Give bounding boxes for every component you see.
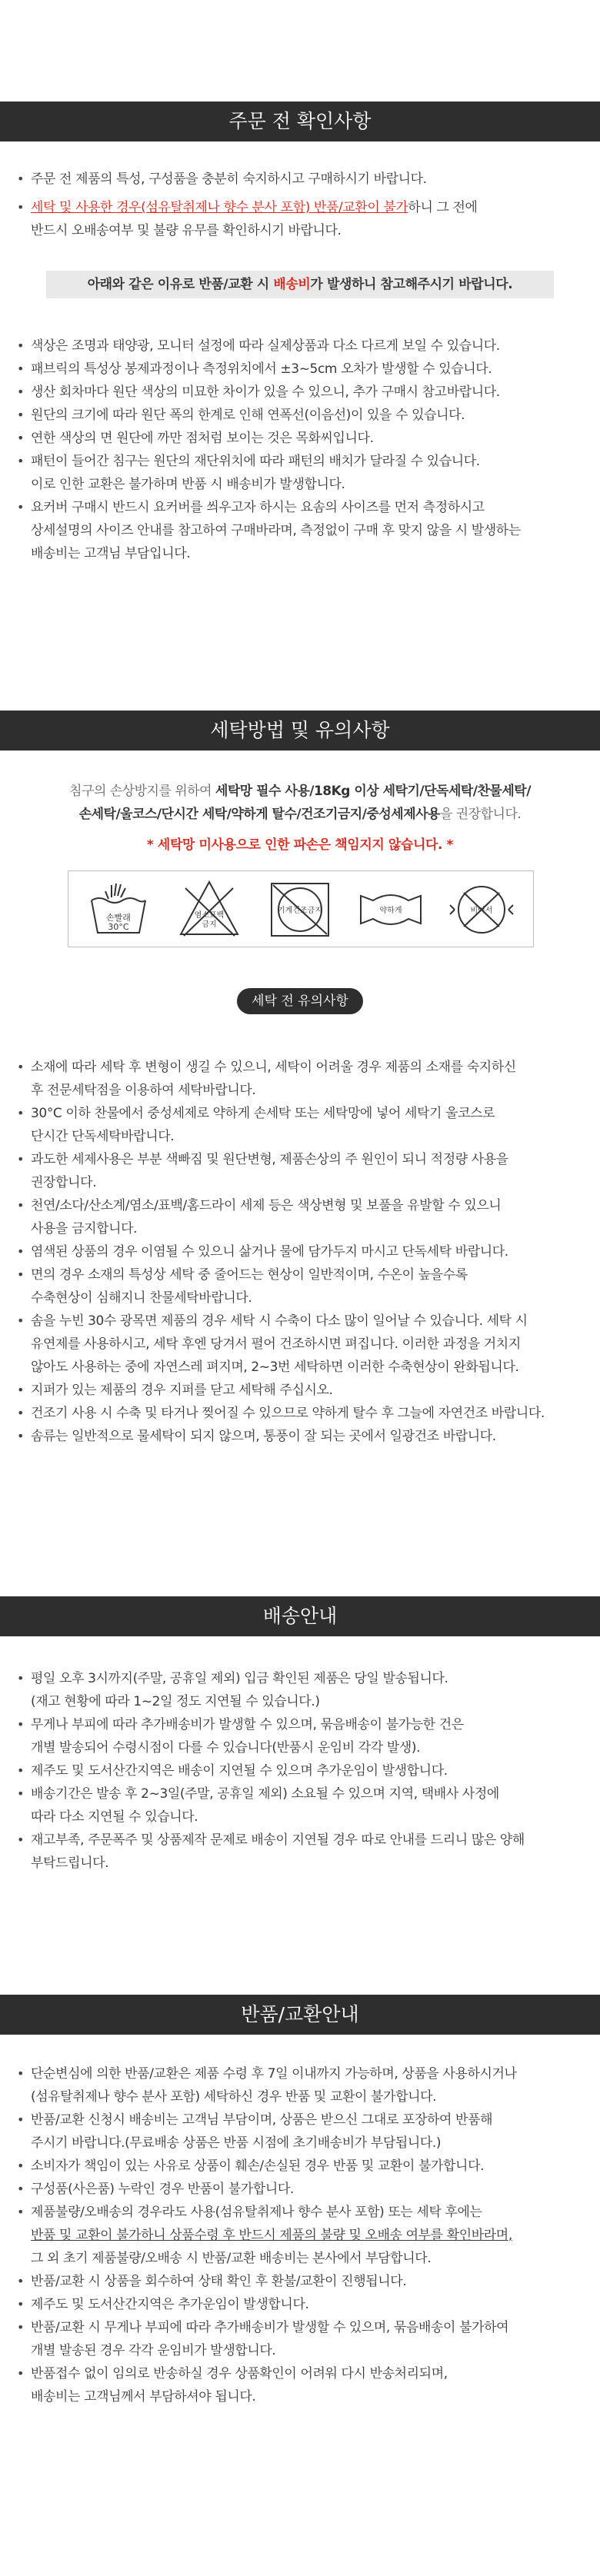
list-item (12, 496, 589, 565)
list-line: 이로 인한 교환은 불가하며 반품 시 배송비가 발생합니다. (31, 477, 345, 492)
list-line: 수축현상이 심해지니 찬물세탁바랍니다. (31, 1290, 252, 1306)
list-item (12, 2293, 589, 2316)
list-line: 사용을 금지합니다. (31, 1221, 138, 1236)
list-item (12, 2316, 589, 2362)
list-item (12, 427, 589, 450)
list-line: 단시간 단독세탁바랍니다. (31, 1129, 175, 1144)
icon-label: 비어서 (470, 907, 493, 915)
wash-intro-text: 침구의 손상방지를 위하여 (69, 784, 215, 799)
list-line: • 30°C 이하 찬물에서 중성세제로 약하게 손세탁 또는 세탁망에 넣어 세탁기 울코스로 (31, 1106, 495, 1121)
list-item (12, 1782, 589, 1829)
icon-label: 염소표백 (194, 911, 225, 920)
list-item (12, 358, 589, 381)
list-line: (섬유탈취제나 향수 분사 포함) 세탁하신 경우 반품 및 교환이 불가합니다. (31, 2089, 437, 2105)
notice-highlight: 배송비 (273, 277, 311, 292)
list-line: • 소재에 따라 세탁 후 변형이 생길 수 있으니, 세탁이 어려울 경우 제품의 소재를 숙지하신 (31, 1060, 516, 1075)
wash-section-header: 세탁방법 및 유의사항 (0, 711, 600, 751)
order-list-2 (12, 196, 589, 242)
list-item (12, 2155, 589, 2178)
list-line: • 반품/교환 신청시 배송비는 고객님 부담이며, 상품은 받으신 그대로 포장하여 반품해 (31, 2112, 493, 2128)
list-line: • 제주도 및 도서산간지역은 배송이 지연될 수 있으며 추가운임이 발생합니다. (31, 1763, 448, 1779)
wash-intro (15, 780, 585, 826)
list-item (12, 168, 589, 191)
list-line-underlined: 반품 및 교환이 불가하니 상품수령 후 반드시 제품의 불량 및 오배송 여부를 확인바라며, (31, 2228, 512, 2243)
wash-intro-text: 을 권장합니다. (439, 807, 522, 822)
icon-label: 기계건조금지 (278, 907, 322, 915)
order-list-3 (12, 334, 589, 565)
returns-section-header: 반품/교환안내 (0, 1995, 600, 2035)
wash-list (12, 1056, 589, 1448)
return-warning-text: 세탁 및 사용한 경우(섬유탈취제나 향수 분사 포함) 반품/교환이 불가 (31, 200, 408, 215)
list-item (12, 1263, 589, 1310)
list-line: • 재고부족, 주문폭주 및 상품제작 문제로 배송이 지연될 경우 따로 안내를 드리니 많은 양해 (31, 1832, 525, 1848)
list-line: • 원단의 크기에 따라 원단 폭의 한계로 인해 연폭선(이음선)이 있을 수 있습니다. (31, 408, 465, 423)
icon-label: 약하게 (379, 907, 402, 915)
list-item (12, 381, 589, 404)
list-line: • 구성품(사은품) 누락인 경우 반품이 불가합니다. (31, 2182, 294, 2197)
list-line-rest: 하니 그 전에 (408, 200, 478, 215)
wash-intro-line (15, 780, 585, 803)
returns-list (12, 2062, 589, 2408)
list-line: • 건조기 사용 시 수축 및 타거나 찢어질 수 있으므로 약하게 탈수 후 그늘에 자연건조 바랍니다. (31, 1406, 545, 1421)
list-item (12, 334, 589, 358)
list-line: • 소비자가 책임이 있는 사유로 상품이 훼손/손실된 경우 반품 및 교환이 불가합니다. (31, 2158, 485, 2174)
list-line: • 반품접수 없이 임의로 반송하실 경우 상품확인이 어려워 다시 반송처리되며, (31, 2366, 448, 2381)
list-item (12, 1667, 589, 1713)
list-item (12, 1148, 589, 1194)
list-item (12, 1402, 589, 1425)
list-line: 반드시 오배송여부 및 불량 유무를 확인하시기 바랍니다. (31, 223, 342, 238)
list-item (12, 1310, 589, 1379)
order-list-1 (12, 168, 589, 191)
list-line: • 염색된 상품의 경우 이염될 수 있으니 삶거나 물에 담가두지 마시고 단독세탁 바랍니다. (31, 1244, 508, 1260)
list-item (12, 1056, 589, 1102)
wash-intro-line (15, 803, 585, 826)
list-item (12, 2201, 589, 2270)
list-line: 권장합니다. (31, 1175, 97, 1190)
list-line: 그 외 초기 제품불량/오배송 시 반품/교환 배송비는 본사에서 부담합니다. (31, 2251, 432, 2266)
list-line: • 제주도 및 도서산간지역은 추가운임이 발생합니다. (31, 2297, 309, 2312)
list-line: • 평일 오후 3시까지(주말, 공휴일 제외) 입금 확인된 제품은 당일 발송됩니다. (31, 1671, 448, 1686)
icon-label: 손빨래 (106, 913, 131, 923)
list-line: 따라 다소 지연될 수 있습니다. (31, 1809, 198, 1825)
list-line: 주시기 바랍니다.(무료배송 상품은 반품 시점에 초기배송비가 부담됩니다.) (31, 2135, 442, 2151)
list-line: • 생산 회차마다 원단 색상의 미묘한 차이가 있을 수 있으니, 추가 구매시 참고바랍니다. (31, 384, 500, 400)
list-line (31, 196, 589, 219)
list-item (12, 1102, 589, 1148)
list-line: • 패브릭의 특성상 봉제과정이나 측정위치에서 ±3~5cm 오차가 발생할 수 있습니다. (31, 361, 492, 377)
list-line: • 주문 전 제품의 특성, 구성품을 충분히 숙지하시고 구매하시기 바랍니다. (31, 171, 427, 187)
list-line: 배송비는 고객님 부담입니다. (31, 546, 191, 561)
care-icons-box (68, 870, 534, 947)
list-item (12, 2362, 589, 2408)
list-item (12, 2178, 589, 2201)
list-item (12, 2270, 589, 2293)
notice-text: 아래와 같은 이유로 반품/교환 시 (87, 277, 274, 292)
list-item (12, 1194, 589, 1240)
shipping-section-header: 배송안내 (0, 1596, 600, 1636)
list-item (12, 1759, 589, 1782)
wash-net-warning: * 세탁망 미사용으로 인한 파손은 책임지지 않습니다. * (146, 837, 454, 853)
list-line: • 배송기간은 발송 후 2~3일(주말, 공휴일 제외) 소요될 수 있으며 지역, 택배사 사정에 (31, 1786, 499, 1802)
list-line: • 요커버 구매시 반드시 요커버를 씌우고자 하시는 요솜의 사이즈를 먼저 측정하시고 (31, 500, 485, 515)
hand-wash-icon (85, 877, 152, 940)
list-line: 개별 발송된 경우 각각 운임비가 발생합니다. (31, 2343, 276, 2358)
list-item (12, 2062, 589, 2108)
list-line: • 반품/교환 시 무게나 부피에 따라 추가배송비가 발생할 수 있으며, 묶음배송이 불가하여 (31, 2320, 509, 2335)
no-bleach-icon (176, 877, 242, 940)
list-item (12, 1379, 589, 1402)
wash-intro-bold: 세탁망 필수 사용/18Kg 이상 세탁기/단독세탁/찬물세탁/ (215, 784, 531, 799)
list-line: 부탁드립니다. (31, 1855, 109, 1871)
icon-label: 30°C (108, 922, 129, 932)
list-item (12, 450, 589, 496)
list-line: • 솜을 누빈 30수 광목면 제품의 경우 세탁 시 수축이 다소 많이 일어날 수 있습니다. 세탁 시 (31, 1313, 528, 1329)
list-item (12, 404, 589, 427)
list-line: • 단순변심에 의한 반품/교환은 제품 수령 후 7일 이내까지 가능하며, 상품을 사용하시거나 (31, 2066, 517, 2082)
list-line: 개별 발송되어 수령시점이 다를 수 있습니다(반품시 운임비 각각 발생). (31, 1740, 421, 1756)
no-tumble-dry-icon (267, 877, 333, 940)
list-line: • 솜류는 일반적으로 물세탁이 되지 않으며, 통풍이 잘 되는 곳에서 일광건조 바랍니다. (31, 1429, 496, 1444)
notice-text: 가 발생하니 참고해주시기 바랍니다. (310, 277, 513, 292)
shipping-list (12, 1667, 589, 1875)
list-line: • 과도한 세제사용은 부분 색빠짐 및 원단변형, 제품손상의 주 원인이 되니 적정량 사용을 (31, 1152, 508, 1167)
list-line: • 제품불량/오배송의 경우라도 사용(섬유탈취제나 향수 분사 포함) 또는 세탁 후에는 (31, 2205, 482, 2220)
list-item (12, 1425, 589, 1448)
list-line: • 반품/교환 시 상품을 회수하여 상태 확인 후 환불/교환이 진행됩니다. (31, 2274, 407, 2289)
weak-spin-icon (358, 877, 424, 940)
list-item (12, 2108, 589, 2155)
list-item (12, 1829, 589, 1875)
list-line: • 무게나 부피에 따라 추가배송비가 발생할 수 있으며, 묶음배송이 불가능한 건은 (31, 1717, 464, 1732)
list-line: 후 전문세탁점을 이용하여 세탁바랍니다. (31, 1083, 256, 1098)
pre-wash-notes-pill: 세탁 전 유의사항 (237, 988, 363, 1014)
list-line: • 면의 경우 소재의 특성상 세탁 중 줄어드는 현상이 일반적이며, 수온이 높을수록 (31, 1267, 468, 1283)
list-line: • 연한 색상의 면 원단에 까만 점처럼 보이는 것은 목화씨입니다. (31, 431, 374, 446)
list-item (12, 1713, 589, 1759)
list-line: • 천연/소다/산소계/염소/표백/홈드라이 세제 등은 색상변형 및 보풀을 유발할 수 있으니 (31, 1198, 502, 1213)
list-line: • 지퍼가 있는 제품의 경우 지퍼를 닫고 세탁해 주십시오. (31, 1383, 333, 1398)
shipping-fee-notice (46, 271, 554, 298)
list-line: 유연제를 사용하시고, 세탁 후엔 당겨서 펼어 건조하시면 펴집니다. 이러한 과정을 거치지 (31, 1336, 521, 1352)
order-section-header: 주문 전 확인사항 (0, 102, 600, 141)
icon-label: 금지 (202, 920, 217, 929)
list-line: (재고 현황에 따라 1~2일 정도 지연될 수 있습니다.) (31, 1694, 320, 1709)
wash-intro-bold: 손세탁/울코스/단시간 세탁/약하게 탈수/건조기금지/중성세제사용 (78, 807, 440, 822)
list-line: • 패턴이 들어간 침구는 원단의 재단위치에 따라 패턴의 배치가 달라질 수 있습니다. (31, 454, 480, 469)
list-item (12, 196, 589, 242)
list-line: 상세설명의 사이즈 안내를 참고하여 구매바라며, 측정없이 구매 후 맞지 않을 시 발생하는 (31, 523, 521, 538)
list-line: • 색상은 조명과 태양광, 모니터 설정에 따라 실제상품과 다소 다르게 보일 수 있습니다. (31, 338, 500, 354)
list-line: 않아도 사용하는 중에 자연스레 펴지며, 2~3번 세탁하면 이러한 수축현상이 완화됩니다. (31, 1360, 519, 1375)
list-item (12, 1240, 589, 1263)
no-wring-icon (448, 877, 515, 940)
list-line: 배송비는 고객님께서 부담하셔야 됩니다. (31, 2389, 256, 2405)
